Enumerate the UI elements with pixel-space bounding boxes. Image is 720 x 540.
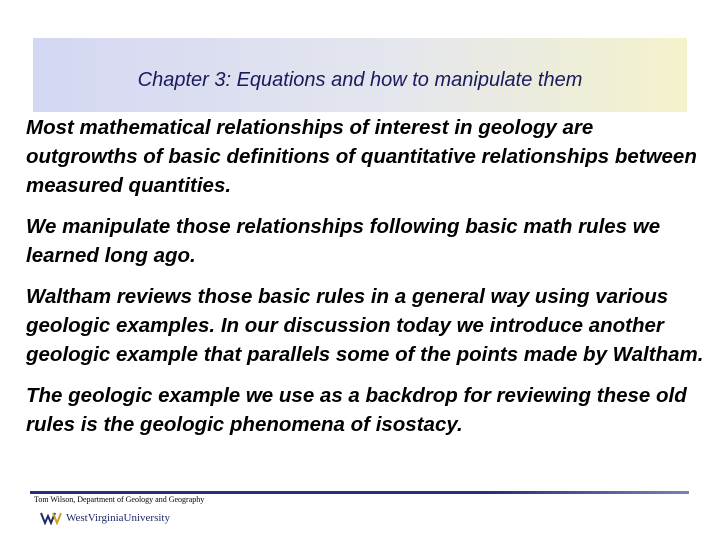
paragraph-1: Most mathematical relationships of interest in geology are outgrowths of basic definitions of quantitative relationships between measured quantities. — [26, 116, 697, 197]
university-name: WestVirginiaUniversity — [66, 512, 170, 524]
footer-divider — [30, 491, 689, 494]
paragraph-3: Waltham reviews those basic rules in a general way using various geologic examples. In our discussion today we introduce another geologic example that parallels some of the points made by Waltham. — [26, 285, 704, 366]
university-logo — [40, 509, 170, 527]
slide-title: Chapter 3: Equations and how to manipulate them — [137, 69, 583, 91]
paragraph-2: We manipulate those relationships following basic math rules we learned long ago. — [26, 215, 661, 267]
slide-body — [26, 113, 706, 451]
footer-credit: Tom Wilson, Department of Geology and Geography — [34, 495, 205, 504]
paragraph-4: The geologic example we use as a backdrop for reviewing these old rules is the geologic phenomena of isostacy. — [26, 384, 687, 436]
title-banner — [33, 38, 687, 112]
flying-wv-logo-icon — [40, 511, 62, 525]
